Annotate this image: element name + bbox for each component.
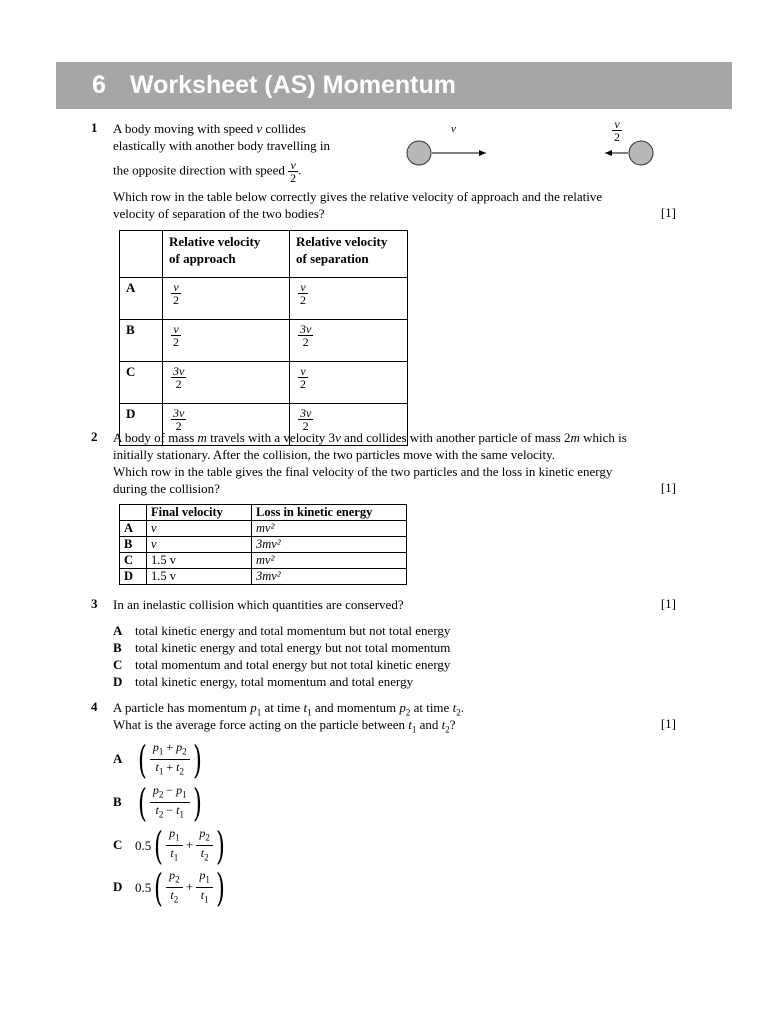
- q4-option-d-formula: 0.5( $\frac{p_2}{t_2}$ + $\frac{p_1}{t_1}$ ): [135, 865, 225, 910]
- table-row: A $\frac{v}{2}$ $\frac{v}{2}$: [120, 278, 408, 320]
- q2-line2: initially stationary. After the collision, the two particles move with the same velocity.: [113, 447, 556, 462]
- q1-line2: elastically with another body travelling in: [113, 138, 330, 153]
- q1-question-line1: Which row in the table below correctly gives the relative velocity of approach and the relative: [113, 189, 603, 204]
- q1-question-line2: velocity of separation of the two bodies?: [113, 206, 325, 221]
- table-row: C 1.5 v mv²: [120, 553, 407, 569]
- q2-line4: during the collision?: [113, 481, 220, 496]
- q1-line1: A body moving with speed v collides: [113, 121, 306, 136]
- left-body-circle: [407, 141, 431, 165]
- right-body-circle: [629, 141, 653, 165]
- q2-line3: Which row in the table gives the final velocity of the two particles and the loss in kinetic energy: [113, 464, 613, 479]
- page-title: Worksheet (AS) Momentum: [130, 71, 456, 99]
- diagram-left-label: v: [451, 123, 456, 135]
- table-row: C $\frac{3v}{2}$ $\frac{v}{2}$: [120, 362, 408, 404]
- q4-option-a-label: A: [113, 751, 123, 766]
- header-final-velocity: Final velocity: [147, 505, 252, 521]
- table-row: D 1.5 v 3mv²: [120, 569, 407, 585]
- header-approach: Relative velocity of approach: [163, 231, 290, 278]
- q4-option-b-label: B: [113, 794, 122, 809]
- q4-line2: What is the average force acting on the particle between $t_1$ and $t_2$?: [113, 717, 456, 735]
- q4-number: 4: [91, 699, 98, 714]
- q3-option-a: A total kinetic energy and total momentum but not total energy: [113, 623, 451, 638]
- q2-number: 2: [91, 429, 98, 444]
- table-row: A v mv²: [120, 521, 407, 537]
- header-loss-ke: Loss in kinetic energy: [252, 505, 407, 521]
- table-header-row: [120, 505, 407, 521]
- q1-mark: [1]: [660, 205, 676, 220]
- q2-mark: [1]: [660, 480, 676, 495]
- q4-option-c-formula: 0.5( $\frac{p_1}{t_1}$ + $\frac{p_2}{t_2}$ ): [135, 823, 225, 868]
- q1-speed-fraction: $\frac{v}{2}$: [290, 158, 297, 185]
- diagram-right-label: $\frac{v}{2}$: [614, 117, 620, 144]
- header-separation: Relative velocity of separation: [290, 231, 408, 278]
- table-row: B $\frac{v}{2}$ $\frac{3v}{2}$: [120, 320, 408, 362]
- q4-option-d-label: D: [113, 879, 123, 894]
- q3-mark: [1]: [660, 596, 676, 611]
- q3-option-c: C total momentum and total energy but not total kinetic energy: [113, 657, 451, 672]
- worksheet-header: [56, 62, 732, 109]
- q1-line3: the opposite direction with speed $\frac{v}{2}$ .: [113, 158, 302, 185]
- q2-table: [119, 504, 407, 585]
- table-row: D $\frac{3v}{2}$ $\frac{3v}{2}$: [120, 404, 408, 446]
- chapter-number: 6: [92, 71, 106, 99]
- q4-mark: [1]: [660, 716, 676, 731]
- q3-text: In an inelastic collision which quantities are conserved?: [113, 597, 404, 612]
- q3-option-b: B total kinetic energy and total energy but not total momentum: [113, 640, 451, 655]
- q4-option-b-formula: ( $\frac{p_2 - p_1}{t_2 - t_1}$ ): [137, 780, 202, 825]
- table-header-row: [120, 231, 408, 278]
- q3-number: 3: [91, 596, 98, 611]
- q4-option-a-formula: ( $\frac{p_1 + p_2}{t_1 + t_2}$ ): [137, 737, 202, 782]
- q1-table: [119, 230, 408, 446]
- q4-option-c-label: C: [113, 837, 123, 852]
- q4-line1: A particle has momentum $p_1$ at time $t_1$ and momentum $p_2$ at time $t_2$.: [113, 700, 464, 718]
- q2-line1: A body of mass m travels with a velocity 3v and collides with another particle of mass 2m which is: [113, 430, 627, 445]
- table-row: B v 3mv²: [120, 537, 407, 553]
- q1-number: 1: [91, 120, 98, 135]
- q3-option-d: D total kinetic energy, total momentum and total energy: [113, 674, 414, 689]
